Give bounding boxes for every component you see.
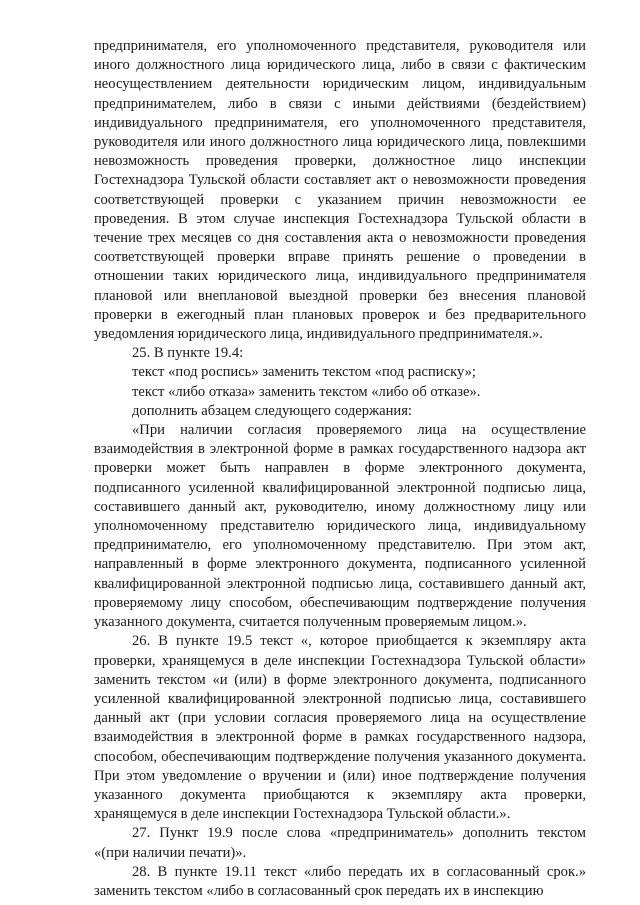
- paragraph-item-25-text-3: дополнить абзацем следующего содержания:: [132, 402, 412, 419]
- paragraph-item-28: 28. В пункте 19.11 текст «либо передать их в согласованный срок.» заменить текстом «либо в согласованный срок передать их в инспекцию: [94, 863, 586, 899]
- paragraph-continuation: предпринимателя, его уполномоченного представителя, руководителя или иного должностного лица юридического лица, либо в связи с фактическим неосуществлением деятельности юридическим лицом, индивидуальным предпринимателем, либо в связи с иными действиями (бездействием) индивидуального предпринимателя, его уполномоченного представителя, руководителя или иного должностного лица юридического лица, повлекшими невозможность проведения проверки, должностное лицо инспекции Гостехнадзора Тульской области составляет акт о невозможности проведения соответствующей проверки с указанием причин невозможности ее проведения. В этом случае инспекция Гостехнадзора Тульской области в течение трех месяцев со дня составления акта о невозможности проведения соответствующей проверки вправе принять решение о проведении в отношении таких юридического лица, индивидуального предпринимателя плановой или внеплановой выездной проверки без внесения плановой проверки в ежегодный план плановых проверок и без предварительного уведомления юридического лица, индивидуального предпринимателя.».: [94, 38, 586, 343]
- paragraph-item-25-text-2: текст «либо отказа» заменить текстом «либо об отказе».: [132, 383, 481, 400]
- document-body: [94, 37, 586, 901]
- paragraph-item-25: 25. В пункте 19.4:: [132, 345, 244, 362]
- paragraph-item-27: 27. Пункт 19.9 после слова «предприниматель» дополнить текстом «(при наличии печати)».: [94, 825, 586, 861]
- paragraph-item-25-text-1: текст «под роспись» заменить текстом «под расписку»;: [132, 364, 476, 381]
- paragraph-quote-electronic-act: «При наличии согласия проверяемого лица на осуществление взаимодействия в электронной форме в рамках государственного надзора акт проверки может быть направлен в форме электронного документа, подписанного усиленной квалифицированной электронной подписью лица, составившего данный акт, руководителю, иному должностному лицу или уполномоченному представителю юридического лица, индивидуальному предпринимателю, его уполномоченному представителю. При этом акт, направленный в форме электронного документа, подписанного усиленной квалифицированной электронной подписью лица, составившего данный акт, проверяемому лицу способом, обеспечивающим подтверждение получения указанного документа, считается полученным проверяемым лицом.».: [94, 422, 586, 631]
- paragraph-item-26: 26. В пункте 19.5 текст «, которое приобщается к экземпляру акта проверки, хранящемуся в деле инспекции Гостехнадзора Тульской области» заменить текстом «и (или) в форме электронного документа, подписанного усиленной квалифицированной электронной подписью лица, составившего данный акт (при условии согласия проверяемого лица на осуществление взаимодействия в электронной форме в рамках государственного надзора, способом, обеспечивающим подтверждение получения указанного документа. При этом уведомление о вручении и (или) иное подтверждение получения указанного документа приобщаются к экземпляру акта проверки, хранящемуся в деле инспекции Гостехнадзора Тульской области.».: [94, 633, 586, 823]
